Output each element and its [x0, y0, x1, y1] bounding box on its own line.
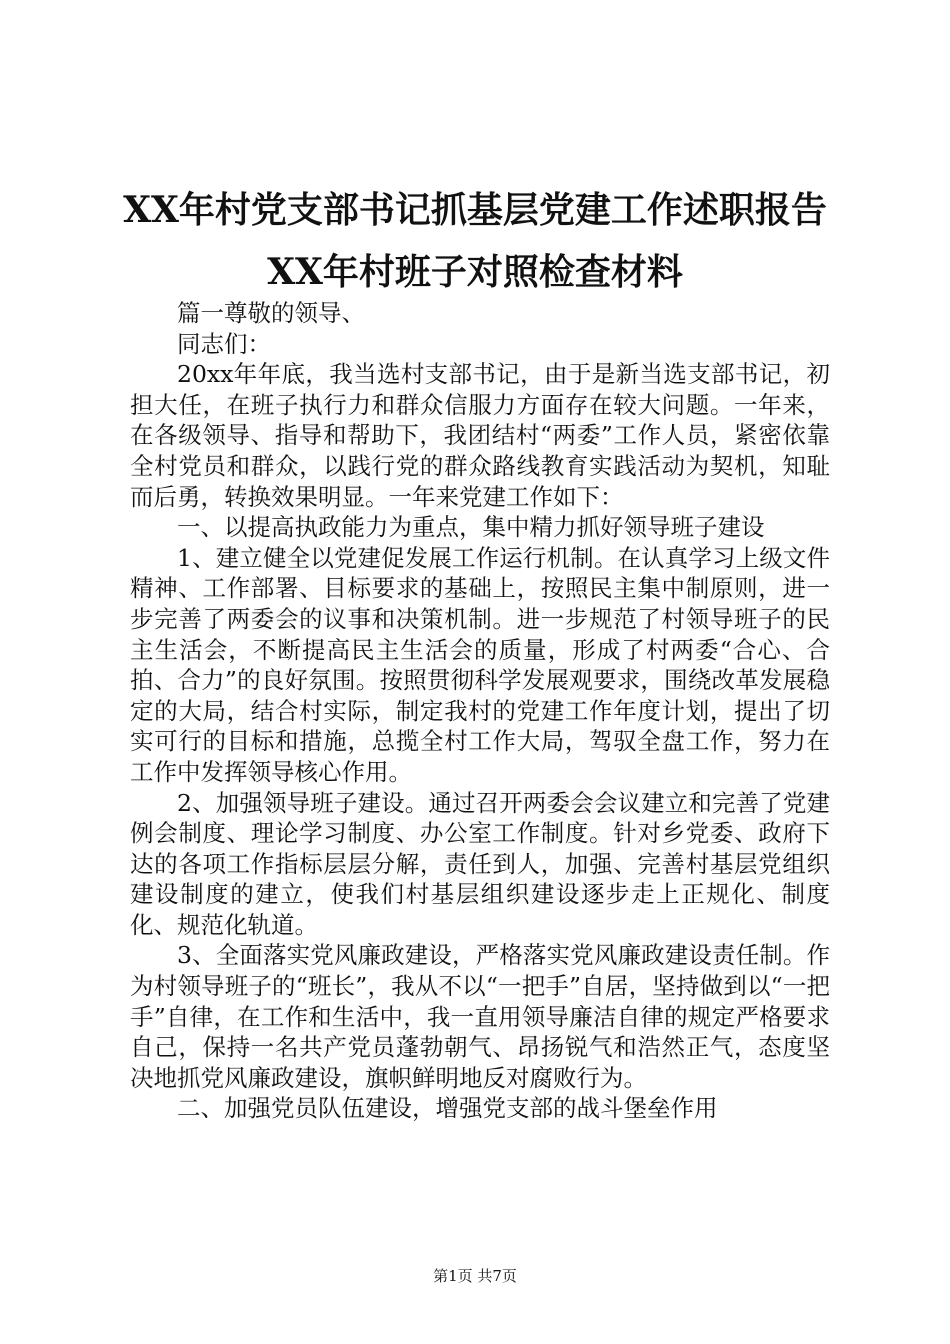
document-body [130, 298, 830, 1124]
section-heading: 二、加强党员队伍建设，增强党支部的战斗堡垒作用 [177, 1094, 718, 1123]
document-subtitle: XX年村班子对照检查材料 [267, 251, 683, 293]
paragraph: 3、全面落实党风廉政建设，严格落实党风廉政建设责任制。作为村领导班子的“班长”，我从不以“一把手”自居，坚持做到以“一把手”自律，在工作和生活中，我一直用领导廉洁自律的规定严格要求自己，保持一名共产党员蓬勃朝气、昂扬锐气和浩然正气，态度坚决地抓党风廉政建设，旗帜鲜明地反对腐败行为。 [130, 941, 830, 1092]
paragraph: 同志们： [177, 329, 271, 358]
paragraph: 1、建立健全以党建促发展工作运行机制。在认真学习上级文件精神、工作部署、目标要求的基础上，按照民主集中制原则，进一步完善了两委会的议事和决策机制。进一步规范了村领导班子的民主生活会，不断提高民主生活会的质量，形成了村两委“合心、合拍、合力”的良好氛围。按照贯彻科学发展观要求，围绕改革发展稳定的大局，结合村实际，制定我村的党建工作年度计划，提出了切实可行的目标和措施，总揽全村工作大局，驾驭全盘工作，努力在工作中发挥领导核心作用。 [130, 543, 830, 786]
document-title: XX年村党支部书记抓基层党建工作述职报告 [123, 189, 827, 231]
page-number-footer: 第1页 共7页 [433, 1267, 517, 1285]
paragraph: 篇一尊敬的领导、 [177, 299, 365, 327]
paragraph: 2、加强领导班子建设。通过召开两委会会议建立和完善了党建例会制度、理论学习制度、办公室工作制度。针对乡党委、政府下达的各项工作指标层层分解，责任到人，加强、完善村基层党组织建设制度的建立，使我们村基层组织建设逐步走上正规化、制度化、规范化轨道。 [130, 788, 830, 939]
section-heading: 一、以提高执政能力为重点，集中精力抓好领导班子建设 [177, 513, 765, 542]
paragraph: 20xx年年底，我当选村支部书记，由于是新当选支部书记，初担大任，在班子执行力和群众信服力方面存在较大问题。一年来，在各级领导、指导和帮助下，我团结村“两委”工作人员，紧密依靠全村党员和群众，以践行党的群众路线教育实践活动为契机，知耻而后勇，转换效果明显。一年来党建工作如下： [130, 360, 830, 511]
